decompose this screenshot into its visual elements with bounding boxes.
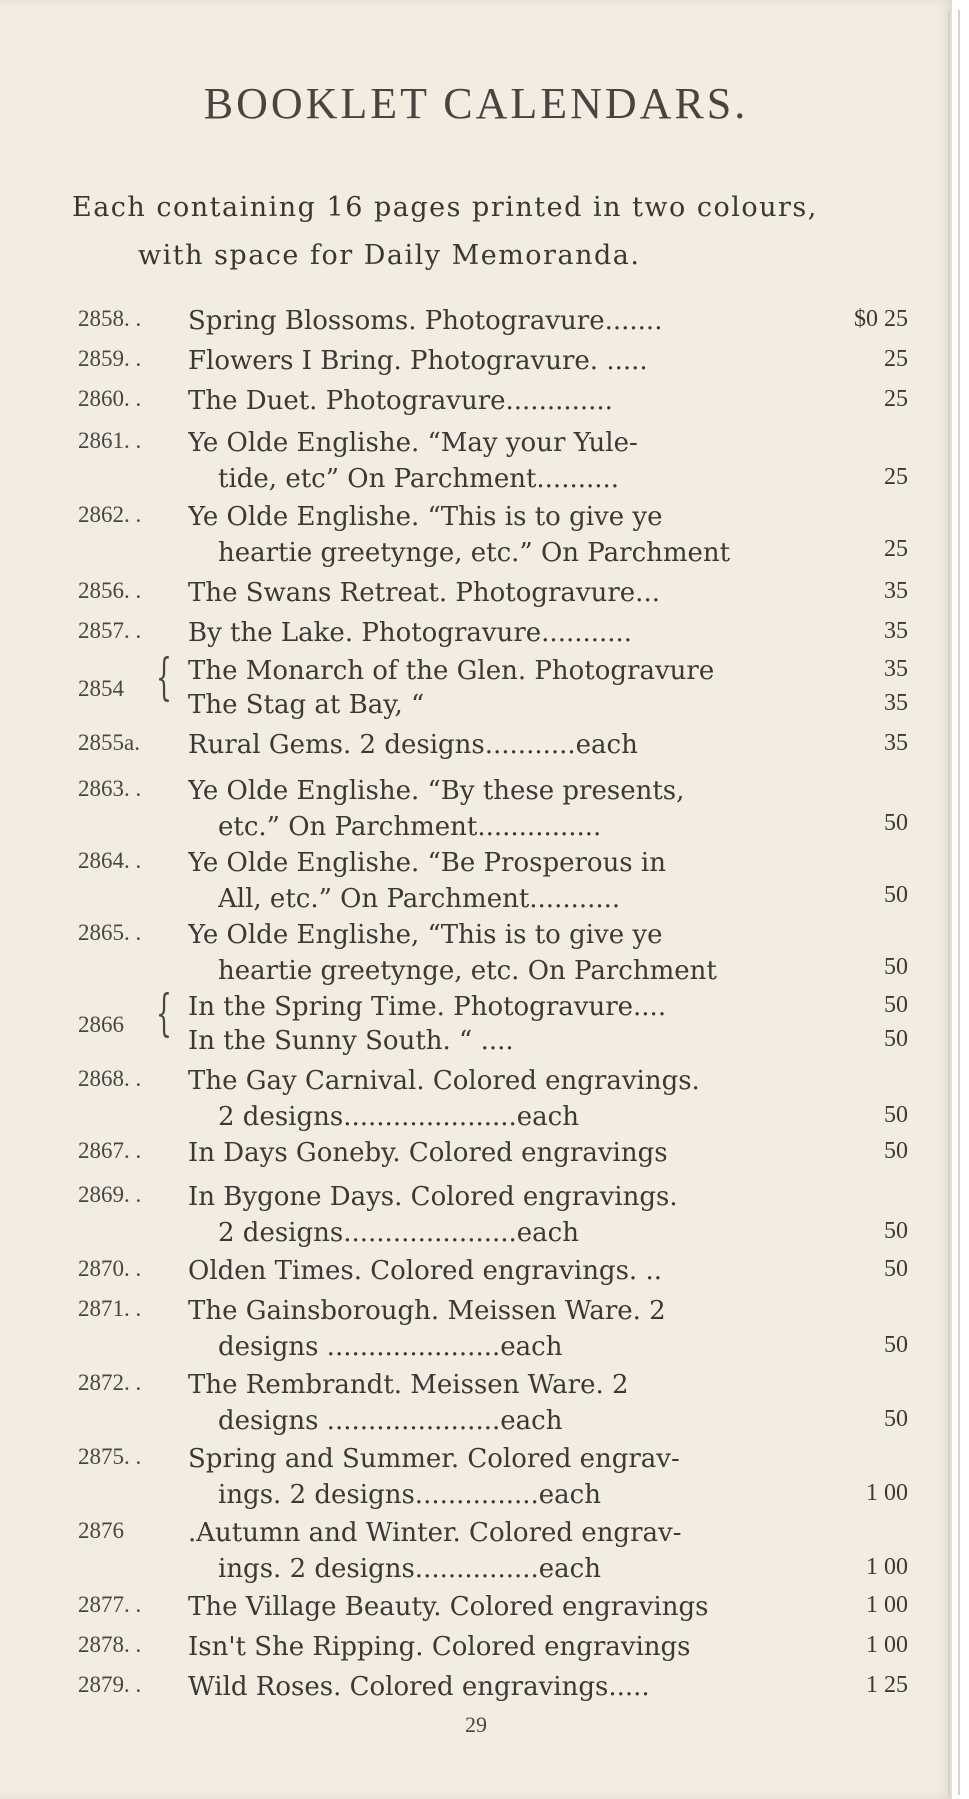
catalog-number: 2854	[78, 676, 124, 701]
catalog-number: 2872. .	[78, 1370, 142, 1395]
page-title: BOOKLET CALENDARS.	[203, 79, 749, 128]
brace-icon: {	[156, 984, 172, 1042]
item-description: Ye Olde Englishe. “May your Yule-	[188, 428, 638, 458]
item-description-line-2: heartie greetynge, etc.” On Parchment	[218, 538, 731, 568]
item-description: Olden Times. Colored engravings. ..	[188, 1256, 662, 1286]
catalog-number: 2876	[78, 1518, 124, 1543]
item-description: .Autumn and Winter. Colored engrav-	[188, 1518, 682, 1548]
item-description-line-2: heartie greetynge, etc. On Parchment	[218, 956, 717, 986]
catalog-number: 2867. .	[78, 1138, 142, 1163]
item-price: 25	[884, 386, 908, 412]
item-description: The Monarch of the Glen. Photogravure	[188, 656, 715, 686]
catalog-number: 2856. .	[78, 578, 142, 603]
catalog-number: 2871. .	[78, 1296, 142, 1321]
item-description-line-2: designs .....................each	[218, 1406, 563, 1436]
catalog-number: 2875. .	[78, 1444, 142, 1469]
intro-line-1: Each containing 16 pages printed in two colours,	[72, 192, 818, 223]
catalog-number: 2860. .	[78, 386, 142, 411]
item-description-line-2: ings. 2 designs...............each	[218, 1554, 601, 1584]
catalog-number: 2866	[78, 1012, 124, 1037]
item-price: 1 00	[866, 1554, 908, 1580]
intro-line-2: with space for Daily Memoranda.	[138, 240, 641, 271]
item-description: The Duet. Photogravure.............	[188, 386, 613, 416]
catalog-number: 2879. .	[78, 1672, 142, 1697]
item-price: 50	[884, 882, 908, 908]
catalog-number: 2857. .	[78, 618, 142, 643]
item-description-line-2: The Stag at Bay, “	[188, 690, 425, 720]
item-description: Rural Gems. 2 designs...........each	[188, 730, 638, 760]
item-price: 1 25	[866, 1672, 908, 1698]
catalog-number: 2863. .	[78, 776, 142, 801]
item-price: 25	[884, 346, 908, 372]
item-description: Ye Olde Englishe. “Be Prosperous in	[188, 848, 666, 878]
item-price: 35	[884, 730, 908, 756]
item-description: By the Lake. Photogravure...........	[188, 618, 633, 648]
item-description: In Days Goneby. Colored engravings	[188, 1138, 668, 1168]
item-description: Flowers I Bring. Photogravure. .....	[188, 346, 648, 376]
item-price: 25	[884, 464, 908, 490]
catalog-number: 2859. .	[78, 346, 142, 371]
catalog-number: 2878. .	[78, 1632, 142, 1657]
catalog-number: 2868. .	[78, 1066, 142, 1091]
item-description-line-2: All, etc.” On Parchment...........	[218, 884, 621, 914]
catalog-number: 2869. .	[78, 1182, 142, 1207]
item-description-line-2: designs .....................each	[218, 1332, 563, 1362]
catalog-number: 2864. .	[78, 848, 142, 873]
item-price: 25	[884, 536, 908, 562]
item-description: Isn't She Ripping. Colored engravings	[188, 1632, 691, 1662]
item-price: 35	[884, 656, 908, 682]
item-price: 1 00	[866, 1480, 908, 1506]
item-description: In Bygone Days. Colored engravings.	[188, 1182, 678, 1212]
item-description: Spring and Summer. Colored engrav-	[188, 1444, 680, 1474]
item-description: The Gainsborough. Meissen Ware. 2	[188, 1296, 666, 1326]
item-price: 35	[884, 690, 908, 716]
catalog-number: 2862. .	[78, 502, 142, 527]
item-price: 50	[884, 1332, 908, 1358]
catalog-number: 2858. .	[78, 306, 142, 331]
item-price: 50	[884, 1256, 908, 1282]
page-number: 29	[465, 1712, 487, 1737]
item-price: 50	[884, 1406, 908, 1432]
item-description-line-2: 2 designs.....................each	[218, 1218, 579, 1248]
page-edge	[958, 10, 960, 1795]
item-price: 50	[884, 954, 908, 980]
item-price: 50	[884, 1026, 908, 1052]
catalog-number: 2870. .	[78, 1256, 142, 1281]
item-description: Wild Roses. Colored engravings.....	[188, 1672, 650, 1702]
item-price: 50	[884, 1218, 908, 1244]
item-description: Ye Olde Englishe. “By these presents,	[188, 776, 685, 806]
item-price: 35	[884, 618, 908, 644]
item-description-line-2: etc.” On Parchment...............	[218, 812, 602, 842]
item-description-line-2: In the Sunny South. “ ....	[188, 1026, 514, 1056]
item-description: Ye Olde Englishe. “This is to give ye	[188, 502, 663, 532]
item-price: 35	[884, 578, 908, 604]
catalog-number: 2865. .	[78, 920, 142, 945]
catalog-number: 2877. .	[78, 1592, 142, 1617]
item-description: The Swans Retreat. Photogravure...	[188, 578, 660, 608]
item-description: The Village Beauty. Colored engravings	[188, 1592, 709, 1622]
item-price: 1 00	[866, 1592, 908, 1618]
page-edge	[948, 10, 950, 1795]
item-description-line-2: tide, etc” On Parchment..........	[218, 464, 620, 494]
item-description: Spring Blossoms. Photogravure.......	[188, 306, 663, 336]
item-description: The Rembrandt. Meissen Ware. 2	[188, 1370, 629, 1400]
catalog-number: 2861. .	[78, 428, 142, 453]
item-description: The Gay Carnival. Colored engravings.	[188, 1066, 700, 1096]
catalog-number: 2855a.	[78, 730, 140, 755]
item-description: Ye Olde Englishe, “This is to give ye	[188, 920, 663, 950]
item-description-line-2: 2 designs.....................each	[218, 1102, 579, 1132]
brace-icon: {	[156, 648, 172, 706]
item-price: 50	[884, 992, 908, 1018]
item-price: 50	[884, 1138, 908, 1164]
item-price: 50	[884, 1102, 908, 1128]
item-price: 1 00	[866, 1632, 908, 1658]
item-price: 50	[884, 810, 908, 836]
item-description: In the Spring Time. Photogravure....	[188, 992, 667, 1022]
item-price: $0 25	[854, 306, 908, 332]
item-description-line-2: ings. 2 designs...............each	[218, 1480, 601, 1510]
